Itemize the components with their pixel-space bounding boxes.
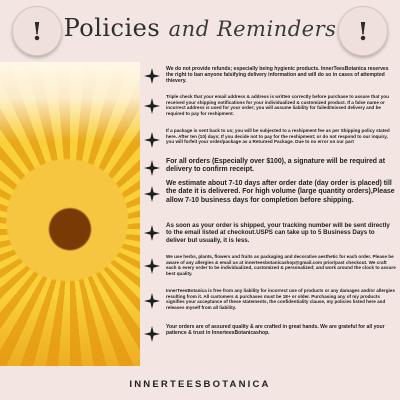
four-point-star-icon [144,258,160,274]
right-badge-label: ! [357,16,369,46]
title-script: and Reminders [168,17,337,41]
brand-name: INNERTEESBOTANICA [129,378,271,390]
four-point-star-icon [144,160,160,176]
policy-text: We use herbs, plants, flowers and fruits as packaging and decorative aesthetic for each order. Please be aware of any allergies & email us at innerteesbotanicashop@gmail.com prior/past checkout. We craft each & every order to be individualized, customized & personalized; and work around the clock to assure best quality. [166,254,396,276]
policy-text: We do not provide refunds; especially being hygienic products. InnerTeesBotanica reserves the right to ban anyone falsifying delivery information and will do so in cases of attempted thievery. [166,66,389,85]
policy-list [144,62,396,362]
four-point-star-icon [144,132,160,148]
photo-highlight [0,62,140,142]
policy-text: InnerTeesBotanica is free from any liability for incorrect use of products or any damages and/or allergies resulting from it. All customers & purchases must be 18+ or older. Purchasing any of my products signifies your acceptance of these statements, the confidentiality clause, my policies listed here and releases myself from all liability. [166,288,395,310]
header [0,0,400,62]
four-point-star-icon [144,68,160,84]
photo-shade [0,296,140,366]
left-badge-label: ! [31,16,43,46]
footer [0,368,400,400]
four-point-star-icon [144,293,160,309]
policy-text: Triple check that your email address & address is written correctly before purchase to assure that you received your shipping notifications for your individualized & customized product. If a false name or incorrect address is used for your order; you will assume liability for failed/missed delivery and be required to pay for reshipment. [166,94,389,116]
exclamation-icon [338,6,388,56]
four-point-star-icon [144,98,160,114]
policy-text: As soon as your order is shipped, your tracking number will be sent directly to the email listed at checkout.USPS can take up to 5 Business Days to deliver but usually, it is less. [166,222,390,244]
four-point-star-icon [144,186,160,202]
title-main: Policies [63,14,161,42]
policy-text: We estimate about 7-10 days after order date (day order is placed) till the date it is delivered. For high volume (large quantity orders),Please allow 7-10 business days for completion before shipping. [166,180,395,204]
four-point-star-icon [144,326,160,342]
policy-text: Your orders are of assured quality & are crafted in great hands. We are grateful for all your patience & trust in InnerteesBotanicashop. [166,324,385,337]
policy-text: For all orders (Especially over $100), a signature will be required at delivery to confirm receipt. [166,158,386,174]
four-point-star-icon [144,225,160,241]
sunflower-photo [0,62,140,366]
policy-text: If a package is sent back to us; you will be subjected to a reshipment fee as per Shipping policy stated here. After ten (10) days; If you decide not to pay for the reshipment; or do not respond to our inquiry, you will forfeit your order/package as a Returned Package. Due to no error on our part [166,128,390,144]
